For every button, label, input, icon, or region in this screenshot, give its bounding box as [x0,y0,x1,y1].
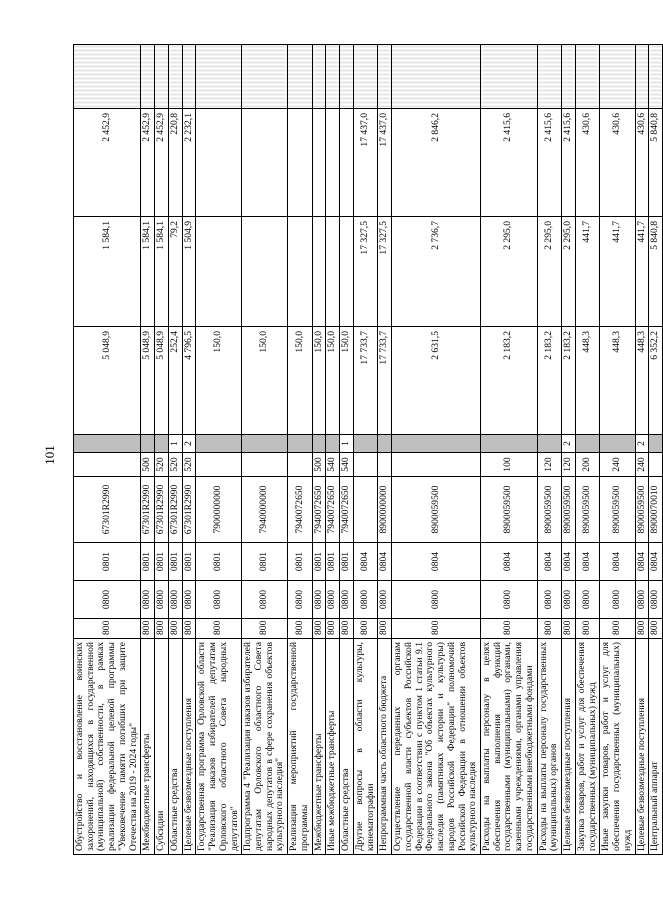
expense-type-cell: 500 [312,453,326,477]
ved-code-cell: 800 [155,619,169,639]
amount-extra-cell [182,45,196,109]
amount-extra-cell [562,45,576,109]
subsection-code-cell: 0801 [312,543,326,581]
amount-year3-cell: 2 452,9 [155,109,169,217]
amount-year1-cell: 2 183,2 [480,327,537,435]
subsection-code-cell: 0804 [392,543,481,581]
amount-year3-cell [312,109,326,217]
amount-year2-cell [288,217,312,327]
section-code-cell: 0800 [340,581,354,619]
table-body [74,45,663,855]
amount-year3-cell [288,109,312,217]
ved-code-cell: 800 [312,619,326,639]
ved-code-cell: 800 [141,619,155,639]
amount-extra-cell [288,45,312,109]
amount-year2-cell [340,217,354,327]
amount-year3-cell: 17 437,0 [353,109,377,217]
funding-source-cell [242,435,288,453]
section-code-cell: 0800 [600,581,635,619]
amount-year1-cell: 17 733,7 [378,327,392,435]
amount-year3-cell: 2 232,1 [182,109,196,217]
ved-code-cell: 800 [378,619,392,639]
ved-code-cell: 800 [600,619,635,639]
amount-extra-cell [141,45,155,109]
amount-year2-cell: 1 584,1 [141,217,155,327]
ved-code-cell: 800 [242,619,288,639]
section-code-cell: 0800 [326,581,340,619]
target-article-cell [353,477,377,543]
amount-year3-cell: 2 452,9 [74,109,141,217]
ved-code-cell: 800 [196,619,242,639]
funding-source-cell [600,435,635,453]
amount-year3-cell: 2 452,9 [141,109,155,217]
row-name-cell: Иные закупки товаров, работ и услуг для обеспечения государственных (муниципальных) нужд [600,639,635,855]
table-row [182,45,196,855]
expense-type-cell [649,453,663,477]
amount-year2-cell: 17 327,5 [353,217,377,327]
expense-type-cell: 120 [562,453,576,477]
amount-year2-cell: 441,7 [575,217,599,327]
subsection-code-cell: 0801 [326,543,340,581]
expense-type-cell: 200 [575,453,599,477]
amount-year3-cell: 2 415,6 [537,109,561,217]
row-name-cell: Расходы на выплаты персоналу в целях обеспечения выполнения функций государственными (муниципальными) органами, казенными учреждениями, органами управления государственными внебюджетными фондами [480,639,537,855]
amount-year3-cell: 17 437,0 [378,109,392,217]
amount-year2-cell [196,217,242,327]
target-article-cell: 67301R2990 [182,477,196,543]
expense-type-cell: 120 [537,453,561,477]
row-name-cell: Целевые безвозмездные поступления [182,639,196,855]
amount-extra-cell [196,45,242,109]
target-article-cell: 7940072650 [326,477,340,543]
subsection-code-cell: 0804 [600,543,635,581]
ved-code-cell: 800 [353,619,377,639]
row-name-cell: Обустройство и восстановление воинских захоронений, находящихся в государственной (муниципальной) собственности, в рамках реализации федеральной целевой программы "Увековечение памяти погибших при защите Отечества на 2019 - 2024 годы" [74,639,141,855]
amount-year1-cell: 2 183,2 [537,327,561,435]
target-article-cell: 8900059500 [392,477,481,543]
table-row [537,45,561,855]
amount-extra-cell [168,45,182,109]
subsection-code-cell: 0804 [562,543,576,581]
funding-source-cell: 1 [340,435,354,453]
target-article-cell: 8900070010 [649,477,663,543]
target-article-cell: 8900059500 [635,477,649,543]
row-name-cell: Субсидии [155,639,169,855]
amount-year1-cell: 2 631,5 [392,327,481,435]
amount-year2-cell: 17 327,5 [378,217,392,327]
expense-type-cell: 100 [480,453,537,477]
amount-year3-cell: 430,6 [575,109,599,217]
funding-source-cell: 2 [182,435,196,453]
target-article-cell: 7940072650 [288,477,312,543]
target-article-cell: 8900059500 [562,477,576,543]
subsection-code-cell: 0801 [155,543,169,581]
amount-year1-cell: 17 733,7 [353,327,377,435]
subsection-code-cell: 0801 [74,543,141,581]
table-row [312,45,326,855]
subsection-code-cell: 0801 [141,543,155,581]
table-row [600,45,635,855]
section-code-cell: 0800 [562,581,576,619]
amount-year2-cell: 1 584,1 [155,217,169,327]
amount-year1-cell: 5 048,9 [155,327,169,435]
amount-year1-cell: 2 183,2 [562,327,576,435]
expense-type-cell: 520 [168,453,182,477]
ved-code-cell: 800 [288,619,312,639]
section-code-cell: 0800 [480,581,537,619]
target-article-cell: 8900059500 [537,477,561,543]
expense-type-cell: 240 [635,453,649,477]
expense-type-cell [378,453,392,477]
amount-extra-cell [326,45,340,109]
subsection-code-cell: 0804 [378,543,392,581]
row-name-cell: Целевые безвозмездные поступления [562,639,576,855]
funding-source-cell [649,435,663,453]
subsection-code-cell: 0804 [480,543,537,581]
amount-year2-cell: 441,7 [600,217,635,327]
section-code-cell: 0800 [312,581,326,619]
amount-year3-cell: 2 415,6 [562,109,576,217]
amount-year2-cell: 79,2 [168,217,182,327]
subsection-code-cell: 0801 [182,543,196,581]
target-article-cell: 8900059500 [600,477,635,543]
amount-extra-cell [392,45,481,109]
amount-year1-cell: 448,3 [635,327,649,435]
table-row [353,45,377,855]
target-article-cell: 67301R2990 [155,477,169,543]
expense-type-cell [74,453,141,477]
subsection-code-cell: 0804 [353,543,377,581]
section-code-cell: 0800 [353,581,377,619]
table-row [242,45,288,855]
amount-year2-cell: 2 295,0 [562,217,576,327]
table-row [326,45,340,855]
table-row [649,45,663,855]
expense-type-cell [288,453,312,477]
section-code-cell: 0800 [392,581,481,619]
row-name-cell: Центральный аппарат [649,639,663,855]
ved-code-cell: 800 [537,619,561,639]
section-code-cell: 0800 [182,581,196,619]
target-article-cell: 67301R2990 [141,477,155,543]
amount-extra-cell [155,45,169,109]
target-article-cell: 7940000000 [242,477,288,543]
amount-year3-cell [326,109,340,217]
amount-extra-cell [635,45,649,109]
amount-year1-cell: 4 796,5 [182,327,196,435]
ved-code-cell: 800 [74,619,141,639]
row-name-cell: Иные межбюджетные трансферты [326,639,340,855]
amount-extra-cell [312,45,326,109]
section-code-cell: 0800 [537,581,561,619]
section-code-cell: 0800 [168,581,182,619]
amount-year3-cell: 2 846,2 [392,109,481,217]
section-code-cell: 0800 [575,581,599,619]
subsection-code-cell: 0804 [537,543,561,581]
section-code-cell: 0800 [196,581,242,619]
section-code-cell: 0800 [74,581,141,619]
expense-type-cell: 240 [600,453,635,477]
expense-type-cell: 500 [141,453,155,477]
row-name-cell: Целевые безвозмездные поступления [635,639,649,855]
amount-extra-cell [340,45,354,109]
target-article-cell: 7940072650 [340,477,354,543]
row-name-cell: Государственная программа Орловской области "Реализация наказов избирателей депутатам Орловского областного Совета народных депутатов" [196,639,242,855]
table-row [288,45,312,855]
amount-extra-cell [600,45,635,109]
table-row [155,45,169,855]
amount-extra-cell [378,45,392,109]
table-row [378,45,392,855]
subsection-code-cell: 0801 [242,543,288,581]
row-name-cell: Другие вопросы в области культуры, кинематографии [353,639,377,855]
amount-year1-cell: 150,0 [326,327,340,435]
funding-source-cell [575,435,599,453]
section-code-cell: 0800 [378,581,392,619]
amount-year2-cell: 2 295,0 [480,217,537,327]
row-name-cell: Областные средства [340,639,354,855]
table-row [392,45,481,855]
funding-source-cell: 2 [635,435,649,453]
section-code-cell: 0800 [242,581,288,619]
ved-code-cell: 800 [575,619,599,639]
funding-source-cell [353,435,377,453]
expense-type-cell [353,453,377,477]
rotated-table-container [73,45,661,855]
ved-code-cell: 800 [340,619,354,639]
budget-table [73,44,663,855]
row-name-cell: Межбюджетные трансферты [141,639,155,855]
expense-type-cell [392,453,481,477]
ved-code-cell: 800 [326,619,340,639]
expense-type-cell: 540 [326,453,340,477]
target-article-cell: 8900059500 [480,477,537,543]
funding-source-cell [141,435,155,453]
amount-year1-cell: 252,4 [168,327,182,435]
amount-year2-cell [326,217,340,327]
section-code-cell: 0800 [649,581,663,619]
expense-type-cell: 520 [155,453,169,477]
table-row [196,45,242,855]
ved-code-cell: 800 [562,619,576,639]
amount-extra-cell [480,45,537,109]
amount-year3-cell [242,109,288,217]
amount-year2-cell: 2 736,7 [392,217,481,327]
subsection-code-cell: 0804 [649,543,663,581]
row-name-cell: Непрограммная часть областного бюджета [378,639,392,855]
table-row [168,45,182,855]
table-row [74,45,141,855]
amount-year2-cell [312,217,326,327]
row-name-cell: Реализация мероприятий государственной программы [288,639,312,855]
table-row [635,45,649,855]
ved-code-cell: 800 [182,619,196,639]
section-code-cell: 0800 [635,581,649,619]
ved-code-cell: 800 [168,619,182,639]
section-code-cell: 0800 [288,581,312,619]
amount-year1-cell: 150,0 [312,327,326,435]
expense-type-cell: 520 [182,453,196,477]
amount-year1-cell: 448,3 [600,327,635,435]
expense-type-cell [242,453,288,477]
amount-year3-cell [196,109,242,217]
target-article-cell: 7900000000 [196,477,242,543]
target-article-cell: 67301R2990 [74,477,141,543]
ved-code-cell: 800 [392,619,481,639]
row-name-cell: Областные средства [168,639,182,855]
subsection-code-cell: 0804 [635,543,649,581]
target-article-cell: 7940072650 [312,477,326,543]
funding-source-cell [196,435,242,453]
table-row [562,45,576,855]
amount-extra-cell [74,45,141,109]
amount-year2-cell: 5 840,8 [649,217,663,327]
amount-year1-cell: 150,0 [288,327,312,435]
page-number: 101 [42,445,57,465]
funding-source-cell [537,435,561,453]
target-article-cell: 67301R2990 [168,477,182,543]
amount-year3-cell: 430,6 [635,109,649,217]
funding-source-cell [155,435,169,453]
amount-year3-cell: 220,8 [168,109,182,217]
row-name-cell: Осуществление переданных органам государственной власти субъектов Российской Федерации в соответствии с пунктом 1 статьи 9.1 Федерального закона "Об объектах культурного наследия (памятниках истории и культуры) народов Российской Федерации" полномочий Российской Федерации в отношении объектов культурного наследия [392,639,481,855]
amount-year3-cell: 2 415,6 [480,109,537,217]
amount-year2-cell [242,217,288,327]
amount-extra-cell [537,45,561,109]
funding-source-cell: 2 [562,435,576,453]
amount-extra-cell [353,45,377,109]
subsection-code-cell: 0804 [575,543,599,581]
table-row [575,45,599,855]
row-name-cell: Закупка товаров, работ и услуг для обеспечения государственных (муниципальных) нужд [575,639,599,855]
subsection-code-cell: 0801 [168,543,182,581]
amount-year1-cell: 5 048,9 [141,327,155,435]
amount-year1-cell: 150,0 [196,327,242,435]
amount-year2-cell: 1 504,9 [182,217,196,327]
subsection-code-cell: 0801 [340,543,354,581]
expense-type-cell [196,453,242,477]
subsection-code-cell: 0801 [196,543,242,581]
ved-code-cell: 800 [480,619,537,639]
funding-source-cell: 1 [168,435,182,453]
ved-code-cell: 800 [635,619,649,639]
amount-year2-cell: 2 295,0 [537,217,561,327]
amount-year1-cell: 150,0 [340,327,354,435]
row-name-cell: Межбюджетные трансферты [312,639,326,855]
table-row [480,45,537,855]
funding-source-cell [378,435,392,453]
funding-source-cell [312,435,326,453]
amount-extra-cell [649,45,663,109]
row-name-cell: Расходы на выплаты персоналу государственных (муниципальных) органов [537,639,561,855]
section-code-cell: 0800 [141,581,155,619]
funding-source-cell [288,435,312,453]
funding-source-cell [326,435,340,453]
funding-source-cell [480,435,537,453]
table-row [340,45,354,855]
amount-year1-cell: 6 352,2 [649,327,663,435]
row-name-cell: Подпрограмма 4 "Реализация наказов избирателей депутатам Орловского областного Совета народных депутатов в сфере сохранения объектов культурного наследия" [242,639,288,855]
amount-extra-cell [575,45,599,109]
funding-source-cell [74,435,141,453]
amount-extra-cell [242,45,288,109]
amount-year2-cell: 441,7 [635,217,649,327]
amount-year1-cell: 150,0 [242,327,288,435]
expense-type-cell: 540 [340,453,354,477]
funding-source-cell [392,435,481,453]
target-article-cell: 8900000000 [378,477,392,543]
section-code-cell: 0800 [155,581,169,619]
amount-year3-cell: 430,6 [600,109,635,217]
subsection-code-cell: 0801 [288,543,312,581]
ved-code-cell: 800 [649,619,663,639]
amount-year3-cell: 5 840,8 [649,109,663,217]
target-article-cell: 8900059500 [575,477,599,543]
table-row [141,45,155,855]
amount-year3-cell [340,109,354,217]
amount-year1-cell: 5 048,9 [74,327,141,435]
amount-year1-cell: 448,3 [575,327,599,435]
amount-year2-cell: 1 584,1 [74,217,141,327]
